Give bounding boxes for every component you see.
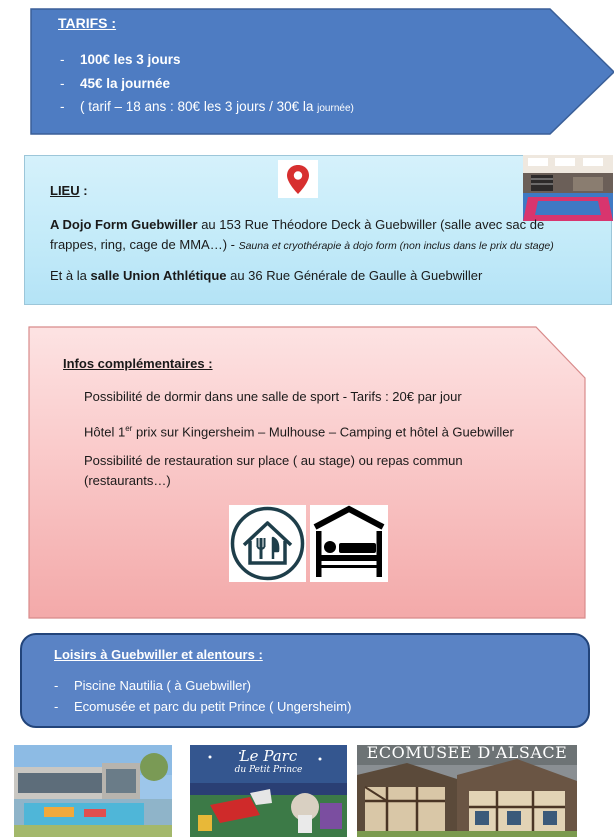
location-pin-icon (278, 160, 318, 198)
salle-prefix: Et à la (50, 268, 91, 283)
tarif-item (60, 52, 181, 67)
hotel-text-sup: er (125, 424, 133, 433)
restaurant-icon (229, 505, 306, 582)
tarif-item (60, 76, 170, 91)
lieu-title-suffix: : (79, 183, 88, 198)
hotel-text-pre: Hôtel 1 (84, 424, 126, 440)
parc-caption-1: Le Parc (239, 747, 298, 765)
bullet-dash: - (54, 678, 59, 693)
parc-caption-2: du Petit Prince (234, 765, 303, 775)
tarifs-banner (30, 8, 614, 136)
ecomusee-photo (357, 745, 577, 837)
hotel-bed-icon (310, 505, 388, 582)
dojo-name: A Dojo Form Guebwiller (50, 217, 198, 232)
tarif-text: ( tarif – 18 ans : 80€ les 3 jours / 30€ la (80, 99, 318, 114)
info-line-dormir: Possibilité de dormir dans une salle de sport - Tarifs : 20€ par jour (84, 389, 462, 404)
tarifs-title: TARIFS : (58, 15, 117, 31)
tarif-text: 100€ les 3 jours (80, 52, 181, 67)
loisir-item (54, 678, 251, 693)
info-line-restauration: Possibilité de restauration sur place ( au stage) ou repas commun (restaurants…) (84, 453, 463, 488)
dojo-address: au 153 Rue Théodore Deck à Guebwiller (salle avec sac de frappes, ring, cage de MMA…) - (50, 217, 545, 252)
info-line-hotel (84, 419, 554, 442)
gym-photo (523, 155, 613, 221)
tarif-item (60, 99, 354, 114)
loisir-text: Ecomusée et parc du petit Prince ( Ungersheim) (74, 699, 352, 714)
tarif-text: 45€ la journée (80, 76, 171, 91)
loisir-item (54, 699, 351, 714)
bullet-dash: - (54, 699, 59, 714)
bullet-dash: - (60, 52, 65, 67)
hotel-text-post: prix sur Kingersheim – Mulhouse – Camping et hôtel à Guebwiller (132, 424, 514, 440)
dojo-note: Sauna et cryothérapie à dojo form (non inclus dans le prix du stage) (238, 240, 554, 252)
salle-name: salle Union Athlétique (90, 268, 227, 283)
lieu-paragraph-dojo (50, 215, 570, 256)
lieu-paragraph-salle (50, 268, 570, 283)
ecomusee-caption: ECOMUSEE D'ALSACE (366, 745, 568, 762)
loisir-text: Piscine Nautilia ( à Guebwiller) (74, 678, 252, 693)
tarif-text-small: journée) (317, 103, 354, 114)
bullet-dash: - (60, 99, 65, 114)
lieu-title-text: LIEU (50, 183, 80, 198)
loisirs-title: Loisirs à Guebwiller et alentours : (54, 647, 263, 662)
parc-petit-prince-photo (190, 745, 347, 837)
lieu-title (50, 183, 88, 198)
infos-title: Infos complémentaires : (63, 356, 213, 371)
salle-address: au 36 Rue Générale de Gaulle à Guebwiller (226, 268, 483, 283)
piscine-photo (14, 745, 172, 837)
bullet-dash: - (60, 76, 65, 91)
